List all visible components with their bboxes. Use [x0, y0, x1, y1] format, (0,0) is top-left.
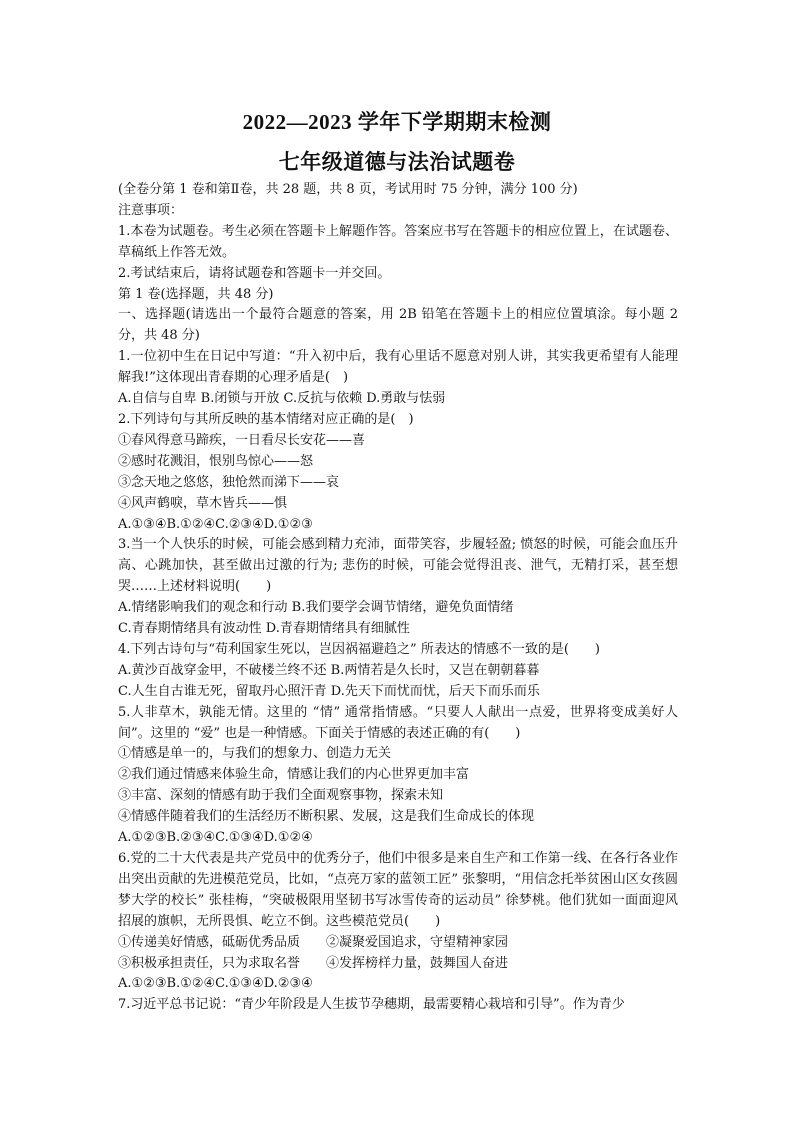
- question-options: A.①②③B.②③④C.①③④D.①②④: [118, 830, 313, 846]
- question-line: ①情感是单一的，与我们的想象力、创造力无关: [118, 746, 392, 762]
- question-options: A.①③④B.①②④C.②③④D.①②③: [118, 516, 313, 532]
- question-5: [118, 703, 678, 849]
- question-stem: 3.当一个人快乐的时候，可能会感到精力充沛，面带笑容，步履轻盈; 愤怒的时候，可能会血压升高、心跳加快，甚至做出过激的行为; 悲伤的时候，可能会觉得沮丧、泄气，无精打采，甚至想哭……上述材料说明( ): [118, 537, 678, 595]
- question-stem: 4.下列古诗句与“苟利国家生死以，岂因祸福避趋之” 所表达的情感不一致的是( ): [118, 641, 600, 657]
- note-1: 1.本卷为试题卷。考生必须在答题卡上解题作答。答案应书写在答题卡的相应位置上，在试题卷、草稿纸上作答无效。: [118, 223, 678, 260]
- note-2: 2.考试结束后，请将试题卷和答题卡一并交回。: [118, 265, 391, 281]
- question-line: ③念天地之悠悠，独怆然而涕下——哀: [118, 474, 340, 490]
- question-6: [118, 849, 678, 995]
- question-stem: 2.下列诗句与其所反映的基本情绪对应正确的是( ): [118, 411, 414, 427]
- question-stem: 1.一位初中生在日记中写道：“升入初中后，我有心里话不愿意对别人讲，其实我更希望有人能理解我!”这体现出青春期的心理矛盾是( ): [118, 349, 678, 386]
- exam-title: 2022—2023 学年下学期期末检测: [242, 110, 552, 134]
- question-stem: 6.党的二十大代表是共产党员中的优秀分子，他们中很多是来自生产和工作第一线、在各行各业作出突出贡献的先进模范党员，比如，“点亮万家的蓝领工匠” 张黎明，“用信念托举贫困山区女孩圆梦大学的校长” 张桂梅，“突破极限用坚韧书写冰雪传奇的运动员” 徐梦桃。他们犹如一面面迎风招展的旗帜，无所畏惧、屹立不倒。这些模范党员( ): [118, 851, 678, 929]
- question-line: ③积极承担责任，只为求取名誉 ④发挥榜样力量，鼓舞国人奋进: [118, 955, 509, 971]
- question-3: [118, 535, 678, 640]
- question-options: A.①②③B.①②④C.①③④D.②③④: [118, 976, 313, 992]
- question-stem: 7.习近平总书记说：“青少年阶段是人生拔节孕穗期，最需要精心栽培和引导”。作为青少: [118, 997, 625, 1013]
- section-1-heading: 一、选择题(请选出一个最符合题意的答案，用 2B 铅笔在答题卡上的相应位置填涂。每小题 2 分，共 48 分): [118, 307, 678, 344]
- question-stem: 5.人非草木，孰能无情。这里的 “情” 通常指情感。“只要人人献出一点爱，世界将变成美好人间”。这里的 “爱” 也是一种情感。下面关于情感的表述正确的有( ): [118, 704, 678, 741]
- question-line: ③丰富、深刻的情感有助于我们全面观察事物，探索未知: [118, 788, 444, 804]
- exam-body: [118, 180, 678, 1016]
- question-line: ①传递美好情感，砥砺优秀品质 ②凝聚爱国追求，守望精神家园: [118, 934, 509, 950]
- question-line: ④情感伴随着我们的生活经历不断积累、发展，这是我们生命成长的体现: [118, 809, 535, 825]
- part-1-heading: 第 1 卷(选择题，共 48 分): [118, 286, 274, 302]
- question-line: ②我们通过情感来体验生命，情感让我们的内心世界更加丰富: [118, 767, 470, 783]
- question-options: C.人生自古谁无死，留取丹心照汗青 D.先天下而忧而忧，后天下而乐而乐: [118, 683, 540, 699]
- question-7: [118, 995, 678, 1016]
- question-2: [118, 410, 678, 535]
- question-options: A.自信与自卑 B.闭锁与开放 C.反抗与依赖 D.勇敢与怯弱: [118, 391, 446, 407]
- question-4: [118, 640, 678, 703]
- notes-heading: 注意事项：: [118, 202, 184, 218]
- question-line: ②感时花溅泪，恨别鸟惊心——怒: [118, 453, 314, 469]
- question-options: A.黄沙百战穿金甲，不破楼兰终不还 B.两情若是久长时，又岂在朝朝暮暮: [118, 662, 540, 678]
- question-1: [118, 347, 678, 410]
- question-options: A.情绪影响我们的观念和行动 B.我们要学会调节情绪，避免负面情绪: [118, 600, 514, 616]
- exam-summary: (全卷分第 1 卷和第Ⅱ卷，共 28 题，共 8 页，考试用时 75 分钟，满分 100 分): [118, 182, 578, 197]
- question-line: ①春风得意马蹄疾，一日看尽长安花——喜: [118, 432, 366, 448]
- exam-subtitle: 七年级道德与法治试题卷: [278, 150, 516, 174]
- question-options: C.青春期情绪具有波动性 D.青春期情绪具有细腻性: [118, 621, 410, 637]
- question-line: ④风声鹤唳，草木皆兵——惧: [118, 495, 288, 511]
